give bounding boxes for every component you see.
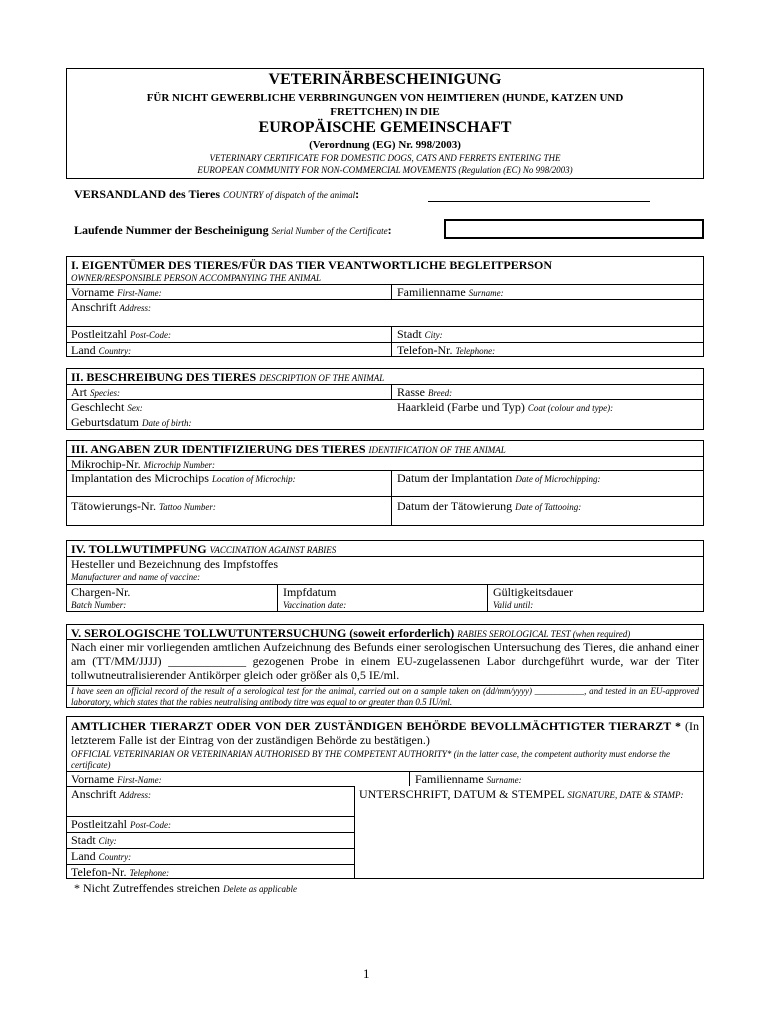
section-animal-title: II. BESCHREIBUNG DES TIERES DESCRIPTION OF THE ANIMAL — [71, 370, 385, 384]
section-identification-title: III. ANGABEN ZUR IDENTIFIZIERUNG DES TIERES IDENTIFICATION OF THE ANIMAL — [71, 442, 506, 456]
dispatch-label-en: COUNTRY of dispatch of the animal — [223, 190, 356, 200]
microchip-location-row — [67, 470, 703, 496]
section-animal-description — [66, 368, 704, 430]
owner-phone-label[interactable]: Telefon-Nr. Telephone: — [397, 343, 496, 357]
vaccination-date-label[interactable]: Impfdatum Vaccination date: — [283, 585, 347, 610]
owner-postcode-row — [67, 326, 703, 342]
serial-colon: : — [387, 223, 392, 237]
section-vaccination-title: IV. TOLLWUTIMPFUNG VACCINATION AGAINST RABIES — [71, 542, 337, 556]
microchip-location-label[interactable]: Implantation des Microchips Location of Microchip: — [71, 471, 296, 485]
owner-country-row — [67, 342, 703, 357]
page-number: 1 — [363, 966, 370, 981]
dispatch-country-field[interactable] — [428, 187, 650, 202]
veterinarian-title: AMTLICHER TIERARZT ODER VON DER ZUSTÄNDIGEN BEHÖRDE BEVOLLMÄCHTIGTER TIERARZT * (In letzterem Falle ist der Eintrag von der zuständigen Behörde zu bestätigen.) — [71, 719, 699, 747]
breed-label[interactable]: Rasse Breed: — [397, 385, 453, 399]
species-label[interactable]: Art Species: — [71, 385, 120, 399]
serology-text-en: I have seen an official record of the result of a serological test for the animal, carried out on a sample taken on (dd/mm/yyyy) ___________, and tested in an EU-approved laboratory, which states that the rabies neutralising antibody titre was equal to or greater than 0.5 IU/ml. — [67, 685, 703, 708]
section-owner — [66, 256, 704, 357]
header-en-1: VETERINARY CERTIFICATE FOR DOMESTIC DOGS, CATS AND FERRETS ENTERING THE — [209, 153, 561, 163]
microchip-row[interactable]: Mikrochip-Nr. Microchip Number: — [67, 456, 703, 470]
footnote: * Nicht Zutreffendes streichen Delete as applicable — [74, 881, 298, 895]
form-title-2: EUROPÄISCHE GEMEINSCHAFT — [258, 119, 512, 136]
valid-until-label[interactable]: Gültigkeitsdauer Valid until: — [493, 585, 573, 610]
header-box — [66, 68, 704, 179]
owner-city-label[interactable]: Stadt City: — [397, 327, 443, 341]
section-owner-title: I. EIGENTÜMER DES TIERES/FÜR DAS TIER VEANTWORTLICHE BEGLEITPERSON — [71, 258, 553, 272]
section-serology-title: V. SEROLOGISCHE TOLLWUTUNTERSUCHUNG (soweit erforderlich) RABIES SEROLOGICAL TEST (when required) — [71, 626, 631, 640]
form-title: VETERINÄRBESCHEINIGUNG — [268, 71, 502, 88]
serology-text-de: Nach einer mir vorliegenden amtlichen Aufzeichnung des Befunds einer serologischen Untersuchung des Tieres, die anhand einer am (TT/MM/JJJJ) _____________ gezogenen Probe in einem EU-zugelassenen Labor durchgeführt wurde, war der Titer tollwutneutralisierender Antikörper gleich oder größer als 0,5 IE/ml. — [67, 639, 703, 682]
animal-sex-row — [67, 399, 703, 414]
vet-country-label[interactable]: Land Country: — [67, 848, 354, 864]
owner-address-row[interactable]: Anschrift Address: — [67, 299, 703, 326]
section-identification — [66, 440, 704, 526]
dispatch-label: VERSANDLAND des Tieres — [74, 187, 221, 201]
owner-first-name-label[interactable]: Vorname First-Name: — [71, 285, 162, 299]
header-line-2: FRETTCHEN) IN DIE — [330, 106, 440, 118]
vaccine-batch-row — [67, 584, 703, 612]
serial-label-en: Serial Number of the Certificate — [271, 226, 388, 236]
veterinarian-subtitle: OFFICIAL VETERINARIAN OR VETERINARIAN AUTHORISED BY THE COMPETENT AUTHORITY* (in the latter case, the competent authority must endorse the certificate) — [71, 749, 671, 770]
serial-number-field[interactable] — [444, 219, 704, 239]
vet-city-label[interactable]: Stadt City: — [67, 832, 354, 848]
dispatch-country-row — [74, 187, 359, 202]
tattoo-date-label[interactable]: Datum der Tätowierung Date of Tattooing: — [397, 499, 582, 513]
regulation: (Verordnung (EG) Nr. 998/2003) — [309, 139, 461, 151]
header-line-1: FÜR NICHT GEWERBLICHE VERBRINGUNGEN VON HEIMTIEREN (HUNDE, KATZEN UND — [146, 92, 624, 104]
implant-date-label[interactable]: Datum der Implantation Date of Microchipping: — [397, 471, 601, 485]
section-serology — [66, 624, 704, 708]
sex-label[interactable]: Geschlecht Sex: — [71, 400, 391, 414]
tattoo-row — [67, 496, 703, 526]
owner-name-row — [67, 284, 703, 299]
animal-species-row — [67, 384, 703, 399]
serial-label: Laufende Nummer der Bescheinigung — [74, 223, 269, 237]
vet-first-name-label[interactable]: Vorname First-Name: — [71, 772, 162, 786]
owner-surname-label[interactable]: Familienname Surname: — [397, 285, 504, 299]
vet-phone-label[interactable]: Telefon-Nr. Telephone: — [67, 864, 354, 880]
vet-signature-field[interactable]: UNTERSCHRIFT, DATUM & STEMPEL SIGNATURE, DATE & STAMP: — [359, 787, 684, 801]
tattoo-label[interactable]: Tätowierungs-Nr. Tattoo Number: — [71, 499, 216, 513]
coat-label[interactable]: Haarkleid (Farbe und Typ) Coat (colour and type): — [397, 400, 614, 414]
dispatch-colon: : — [355, 187, 360, 201]
vet-postcode-label[interactable]: Postleitzahl Post-Code: — [67, 816, 354, 832]
vet-left-column — [67, 786, 355, 878]
vet-name-row — [67, 771, 703, 786]
owner-country-label[interactable]: Land Country: — [71, 343, 132, 357]
section-owner-subtitle: OWNER/RESPONSIBLE PERSON ACCOMPANYING THE ANIMAL — [71, 273, 322, 283]
section-vaccination — [66, 540, 704, 612]
vet-address-label[interactable]: Anschrift Address: — [71, 787, 151, 801]
batch-label[interactable]: Chargen-Nr. Batch Number: — [71, 585, 131, 610]
serial-row — [74, 223, 392, 238]
header-en-2: EUROPEAN COMMUNITY FOR NON-COMMERCIAL MOVEMENTS (Regulation (EC) No 998/2003) — [197, 165, 573, 175]
owner-postcode-label[interactable]: Postleitzahl Post-Code: — [71, 327, 171, 341]
section-veterinarian — [66, 716, 704, 879]
vaccine-manufacturer-row[interactable]: Hesteller und Bezeichnung des Impfstoffes Manufacturer and name of vaccine: — [67, 556, 703, 584]
dob-label[interactable]: Geburtsdatum Date of birth: — [71, 415, 192, 429]
vet-surname-label[interactable]: Familienname Surname: — [415, 772, 522, 786]
